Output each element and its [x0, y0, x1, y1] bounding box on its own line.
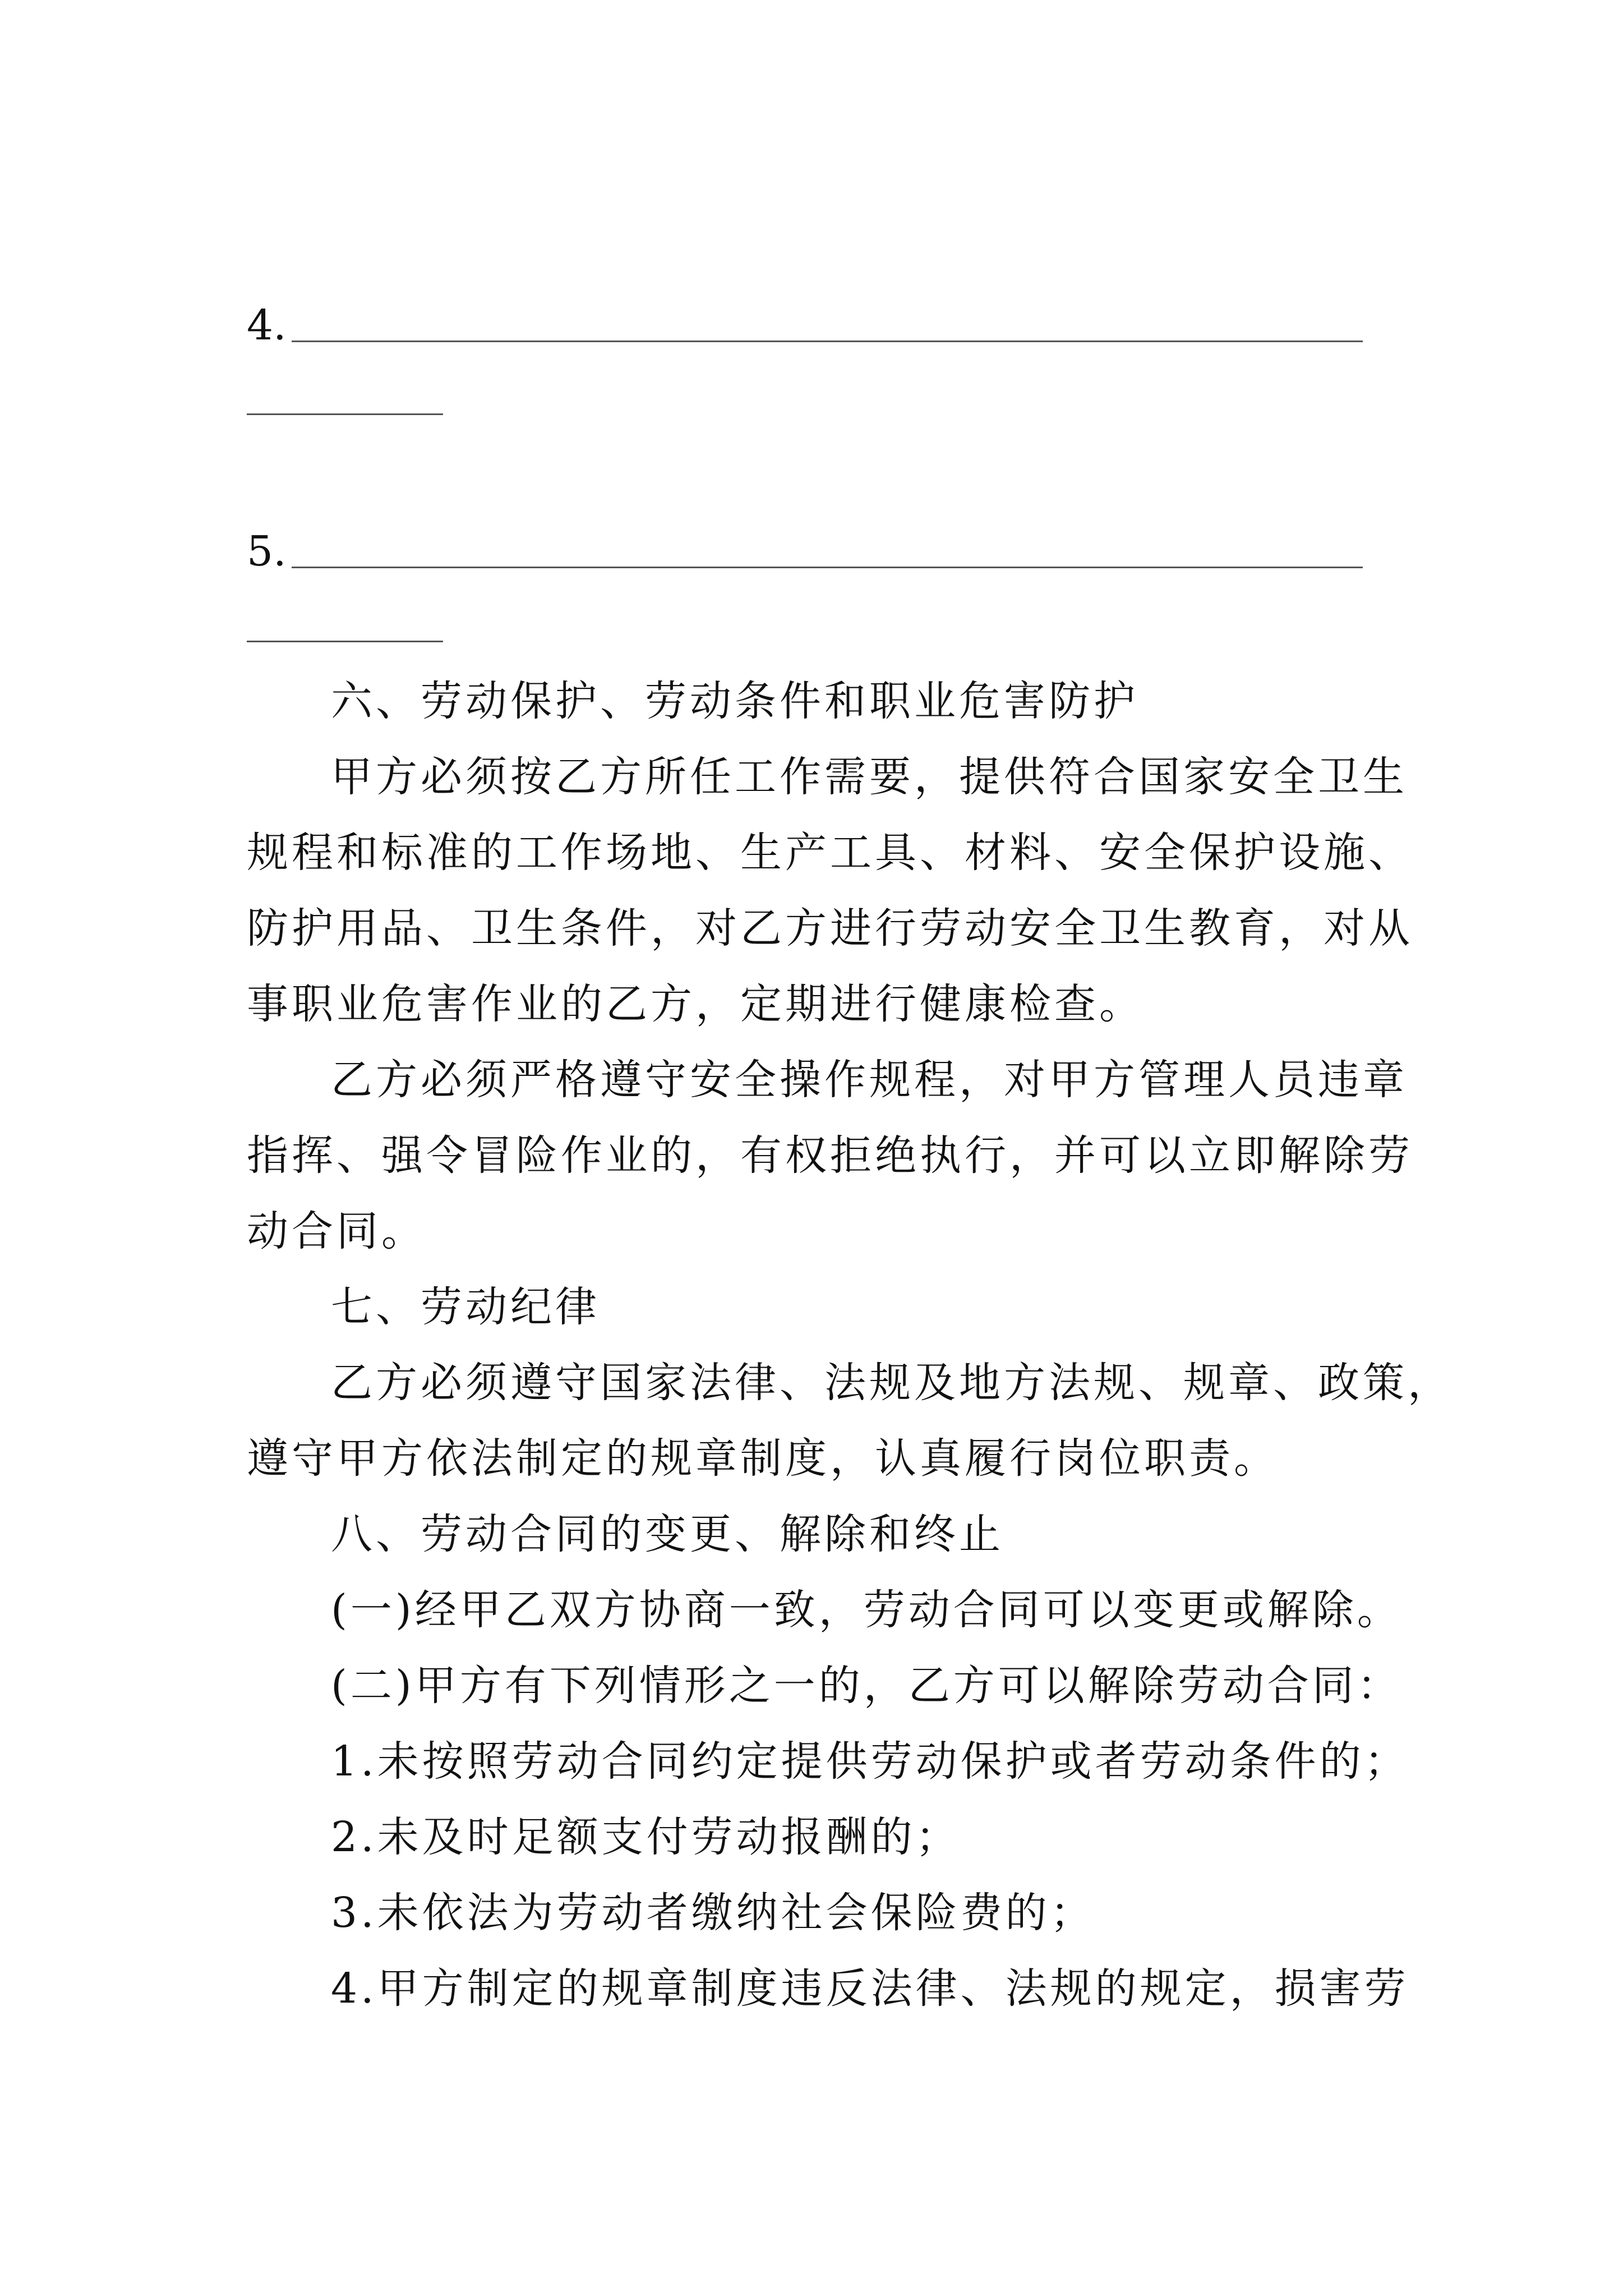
- section7-paragraph1-line1: 乙方必须遵守国家法律、法规及地方法规、规章、政策，: [331, 1359, 1453, 1407]
- blank-item-5-continuation-line: [247, 641, 443, 642]
- section6-paragraph1-line4: 事职业危害作业的乙方，定期进行健康检查。: [247, 980, 1144, 1028]
- section8-item-4: 2.未及时足额支付劳动报酬的；: [331, 1813, 961, 1861]
- section8-item-1: (一)经甲乙双方协商一致，劳动合同可以变更或解除。: [331, 1586, 1402, 1634]
- section7-paragraph1-line2: 遵守甲方依法制定的规章制度，认真履行岗位职责。: [247, 1434, 1279, 1483]
- section6-paragraph2-line2: 指挥、强令冒险作业的，有权拒绝执行，并可以立即解除劳: [247, 1131, 1413, 1180]
- section-heading-8: 八、劳动合同的变更、解除和终止: [331, 1510, 1004, 1558]
- blank-item-4-line: [292, 341, 1363, 342]
- section6-paragraph1-line3: 防护用品、卫生条件，对乙方进行劳动安全卫生教育，对从: [247, 904, 1413, 953]
- section-heading-7: 七、劳动纪律: [331, 1283, 600, 1331]
- section8-item-5: 3.未依法为劳动者缴纳社会保险费的；: [331, 1889, 1095, 1937]
- section8-item-3: 1.未按照劳动合同约定提供劳动保护或者劳动条件的；: [331, 1737, 1409, 1786]
- section6-paragraph1-line1: 甲方必须按乙方所任工作需要，提供符合国家安全卫生: [331, 753, 1408, 801]
- section6-paragraph2-line3: 动合同。: [247, 1207, 426, 1255]
- blank-item-5-label: 5.: [247, 527, 287, 576]
- section8-item-2: (二)甲方有下列情形之一的，乙方可以解除劳动合同：: [331, 1662, 1402, 1710]
- blank-item-5-line: [292, 567, 1363, 568]
- section8-item-6: 4.甲方制定的规章制度违反法律、法规的规定，损害劳: [331, 1964, 1409, 2013]
- section6-paragraph2-line1: 乙方必须严格遵守安全操作规程，对甲方管理人员违章: [331, 1056, 1408, 1104]
- blank-item-4-continuation-line: [247, 413, 443, 415]
- section6-paragraph1-line2: 规程和标准的工作场地、生产工具、材料、安全保护设施、: [247, 829, 1413, 877]
- blank-item-4-label: 4.: [247, 301, 287, 349]
- section-heading-6: 六、劳动保护、劳动条件和职业危害防护: [331, 677, 1138, 725]
